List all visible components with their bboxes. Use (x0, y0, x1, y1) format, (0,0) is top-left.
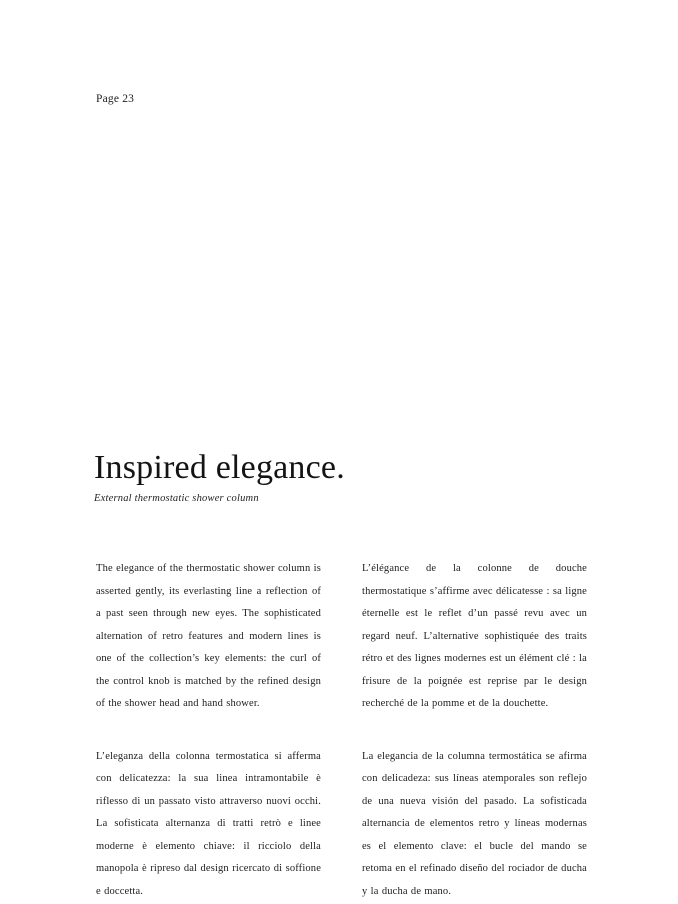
paragraph-english: The elegance of the thermostatic shower column is asserted gently, its everlasting line a reflection of a past seen through new eyes. The sophisticated alternation of retro features and modern lines is one of the collection’s key elements: the curl of the control knob is matched by the refined design of the shower head and hand shower. (96, 563, 321, 709)
paragraph-spanish: La elegancia de la columna termostática se afirma con delicadeza: sus líneas atemporales son reflejo de una nueva visión del pasado. La sofisticada alternancia de elementos retro y líneas modernas es el elemento clave: el bucle del mando se retoma en el refinado diseño del rociador de ducha y la ducha de mano. (362, 750, 587, 897)
page-number: Page 23 (96, 93, 135, 105)
title-block (94, 449, 594, 504)
page-subtitle: External thermostatic shower column (94, 493, 259, 504)
text-column-right (362, 558, 587, 904)
page-title: Inspired elegance. (94, 449, 345, 486)
body-columns (96, 558, 588, 904)
text-column-left (96, 558, 321, 904)
paragraph-italian: L’eleganza della colonna termostatica si afferma con delicatezza: la sua linea intramontabile è riflesso di un passato visto attraverso nuovi occhi. La sofisticata alternanza di tratti retrò e linee moderne è elemento chiave: il ricciolo della manopola è ripreso dal design ricercato di soffione e doccetta. (96, 750, 321, 897)
paragraph-french: L’élégance de la colonne de douche thermostatique s’affirme avec délicatesse : sa ligne éternelle est le reflet d’un passé revu avec un regard neuf. L’alternative sophistiquée des traits rétro et des lignes modernes est un élément clé : la frisure de la poignée est reprise par le design recherché de la pomme et de la douchette. (362, 563, 587, 709)
